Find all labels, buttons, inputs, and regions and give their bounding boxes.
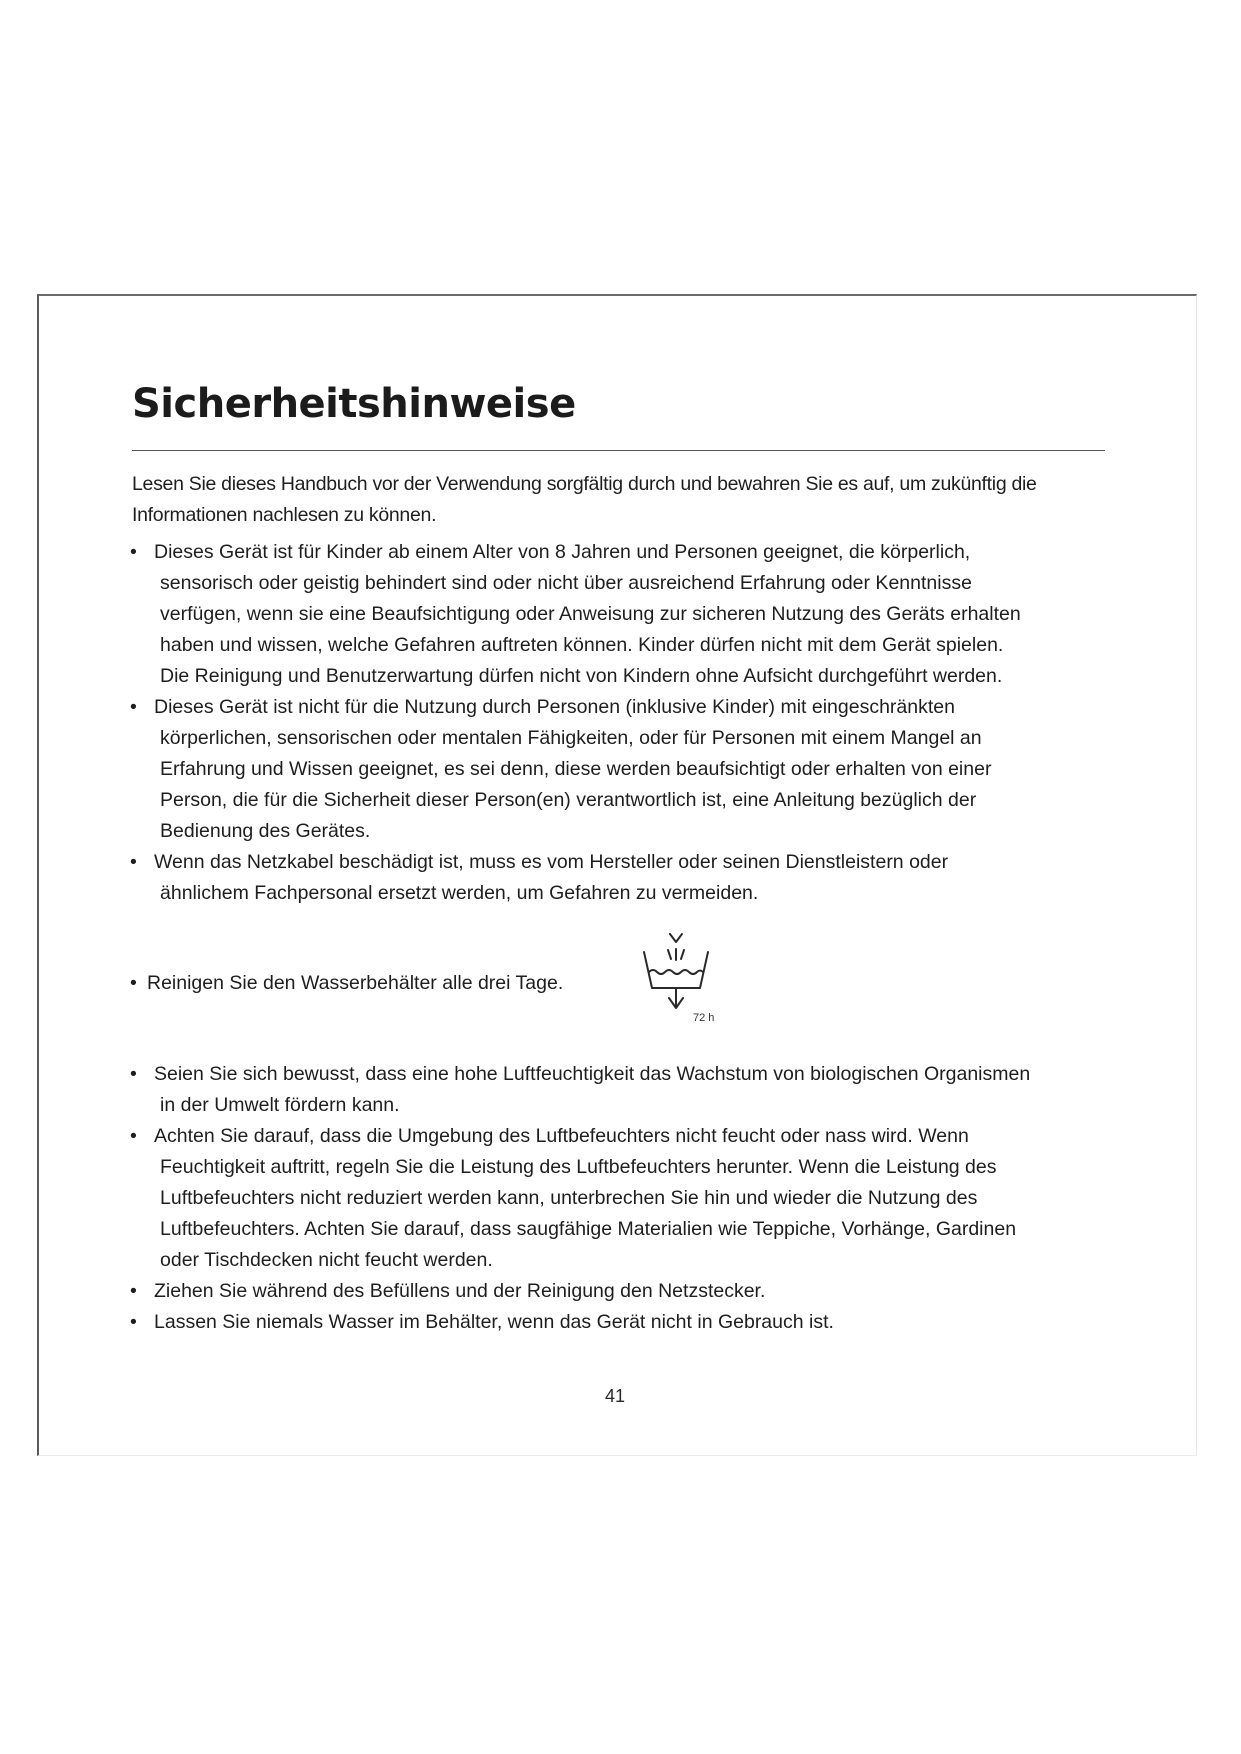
list-item-text bbox=[154, 537, 1110, 692]
bullet-dot: • bbox=[130, 1125, 137, 1147]
list-item-line: körperlichen, sensorischen oder mentalen Fähigkeiten, oder für Personen mit einem Mangel an bbox=[160, 727, 982, 749]
bullet-dot: • bbox=[130, 696, 137, 718]
list-item-line: Luftbefeuchters nicht reduziert werden kann, unterbrechen Sie hin und wieder die Nutzung des bbox=[160, 1187, 978, 1209]
bullet-dot: • bbox=[130, 541, 137, 563]
bullet-dot: • bbox=[130, 1063, 137, 1085]
list-item bbox=[130, 1059, 1110, 1121]
bullet-dot: • bbox=[130, 1311, 137, 1333]
list-item bbox=[130, 1276, 1110, 1307]
bullet-dot: • bbox=[130, 1280, 137, 1302]
list-item-line: Erfahrung und Wissen geeignet, es sei denn, diese werden beaufsichtigt oder erhalten von einer bbox=[160, 758, 992, 780]
list-item-line: Dieses Gerät ist nicht für die Nutzung durch Personen (inklusive Kinder) mit eingeschränkten bbox=[154, 696, 955, 718]
list-item bbox=[130, 692, 1110, 847]
list-item bbox=[130, 847, 1110, 909]
list-item-line: Wenn das Netzkabel beschädigt ist, muss es vom Hersteller oder seinen Dienstleistern oder bbox=[154, 851, 949, 873]
list-item-line: Ziehen Sie während des Befüllens und der Reinigung den Netzstecker. bbox=[154, 1280, 766, 1302]
water-basin-clean-icon bbox=[636, 930, 736, 1030]
list-item-line: Seien Sie sich bewusst, dass eine hohe Luftfeuchtigkeit das Wachstum von biologischen Organismen bbox=[154, 1063, 1031, 1085]
page-number: 41 bbox=[604, 1386, 626, 1406]
list-item-line: Luftbefeuchters. Achten Sie darauf, dass saugfähige Materialien wie Teppiche, Vorhänge, Gardinen bbox=[160, 1218, 1017, 1240]
safety-list-b bbox=[130, 1059, 1110, 1338]
list-item-text bbox=[154, 692, 1110, 847]
list-item-clean-tank bbox=[130, 968, 1110, 1028]
list-item-text bbox=[154, 1059, 1110, 1121]
list-item bbox=[130, 1307, 1110, 1338]
list-item bbox=[130, 537, 1110, 692]
list-item-line: Bedienung des Gerätes. bbox=[160, 820, 371, 842]
list-item-line: in der Umwelt fördern kann. bbox=[160, 1094, 400, 1116]
list-item-line: sensorisch oder geistig behindert sind oder nicht über ausreichend Erfahrung oder Kenntnisse bbox=[160, 572, 972, 594]
list-item-line: ähnlichem Fachpersonal ersetzt werden, um Gefahren zu vermeiden. bbox=[160, 882, 759, 904]
list-item bbox=[130, 1121, 1110, 1276]
intro-line: Informationen nachlesen zu können. bbox=[132, 504, 437, 526]
list-item-text bbox=[154, 1276, 1110, 1307]
list-item-line: verfügen, wenn sie eine Beaufsichtigung oder Anweisung zur sicheren Nutzung des Geräts erhalten bbox=[160, 603, 1021, 625]
list-item-line: Achten Sie darauf, dass die Umgebung des Luftbefeuchters nicht feucht oder nass wird. Wenn bbox=[154, 1125, 969, 1147]
list-item-text bbox=[154, 847, 1110, 909]
basin-icon-label: 72 h bbox=[693, 1012, 715, 1024]
page-title: Sicherheitshinweise bbox=[132, 381, 576, 427]
safety-list-a bbox=[130, 537, 1110, 909]
list-item-text: Reinigen Sie den Wasserbehälter alle drei Tage. bbox=[147, 972, 564, 994]
list-item-line: haben und wissen, welche Gefahren auftreten können. Kinder dürfen nicht mit dem Gerät spielen. bbox=[160, 634, 1004, 656]
list-item-line: oder Tischdecken nicht feucht werden. bbox=[160, 1249, 493, 1271]
list-item-line: Person, die für die Sicherheit dieser Person(en) verantwortlich ist, eine Anleitung bezüglich der bbox=[160, 789, 977, 811]
list-item-line: Lassen Sie niemals Wasser im Behälter, wenn das Gerät nicht in Gebrauch ist. bbox=[154, 1311, 834, 1333]
list-item-text bbox=[154, 1307, 1110, 1338]
bullet-dot: • bbox=[130, 851, 137, 873]
list-item-text bbox=[154, 1121, 1110, 1276]
list-item-line: Dieses Gerät ist für Kinder ab einem Alter von 8 Jahren und Personen geeignet, die körperlich, bbox=[154, 541, 971, 563]
title-divider bbox=[132, 450, 1105, 451]
intro-line: Lesen Sie dieses Handbuch vor der Verwendung sorgfältig durch und bewahren Sie es auf, um zukünftig die bbox=[132, 473, 1037, 495]
list-item-line: Die Reinigung und Benutzerwartung dürfen nicht von Kindern ohne Aufsicht durchgeführt werden. bbox=[160, 665, 1003, 687]
intro-paragraph bbox=[132, 469, 1107, 531]
list-item-line: Feuchtigkeit auftritt, regeln Sie die Leistung des Luftbefeuchters herunter. Wenn die Leistung des bbox=[160, 1156, 997, 1178]
bullet-dot: • bbox=[130, 972, 137, 994]
